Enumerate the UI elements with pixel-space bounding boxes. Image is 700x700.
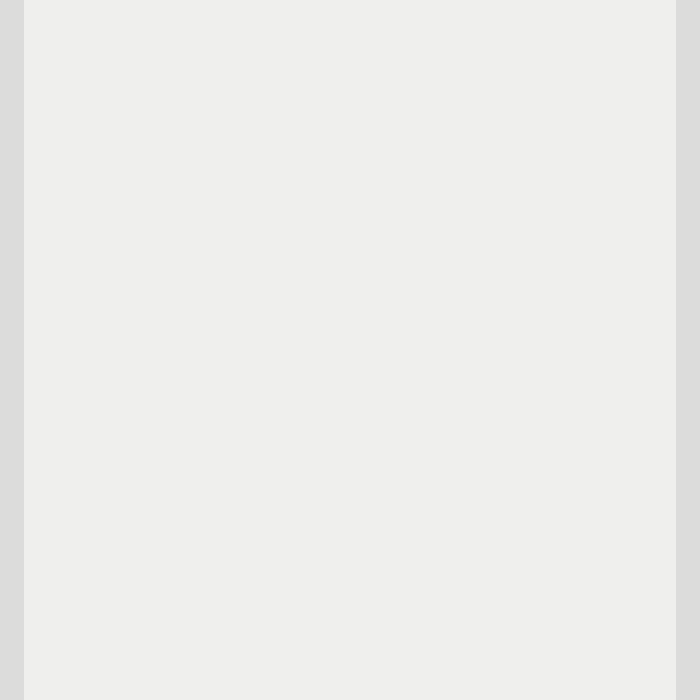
book-page [24,0,676,700]
imprint-footer [0,640,700,644]
